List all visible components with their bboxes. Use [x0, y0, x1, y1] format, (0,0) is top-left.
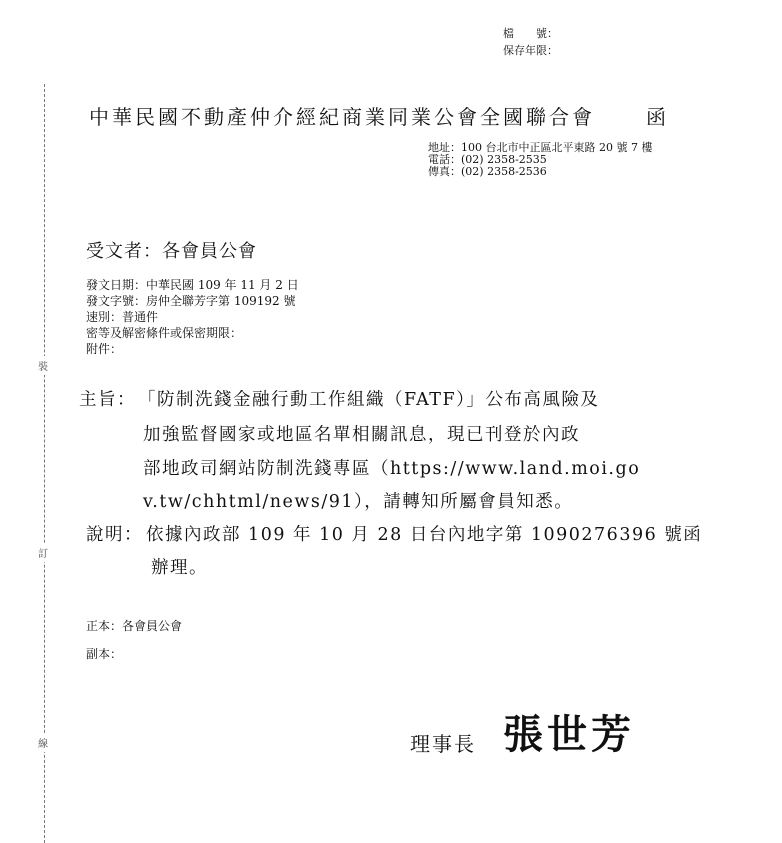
subject-line: v.tw/chhtml/news/91），請轉知所屬會員知悉。 [143, 492, 574, 512]
binding-mark-xian: 線 [38, 733, 48, 752]
secrecy-level: 密等及解密條件或保密期限： [86, 326, 243, 340]
recipient: 受文者：各會員公會 [86, 241, 257, 262]
binding-line [44, 84, 45, 843]
copy-recipients: 副本： [86, 647, 123, 661]
binding-mark-zhuang: 裝 [38, 356, 48, 375]
phone: 電話：(02) 2358-2535 [428, 153, 547, 166]
explanation-label: 說明： [86, 525, 143, 545]
address: 地址：100 台北市中正區北平東路 20 號 7 樓 [428, 141, 653, 154]
explanation-line: 依據內政部 109 年 10 月 28 日台內地字第 1090276396 號函 [146, 525, 703, 545]
retention-period-label: 保存年限： [503, 44, 558, 57]
primary-recipients: 正本：各會員公會 [86, 619, 183, 633]
document-type: 函 [646, 105, 669, 129]
delivery-speed: 速別：普通件 [86, 310, 159, 324]
fax: 傳真：(02) 2358-2536 [428, 165, 547, 178]
reference-number: 發文字號：房仲全聯芳字第 109192 號 [86, 294, 296, 308]
signatory-name: 張世芳 [503, 712, 635, 758]
subject-line: 加強監督國家或地區名單相關訊息，現已刊登於內政 [143, 425, 580, 445]
subject-line: 「防制洗錢金融行動工作組織（FATF）」公布高風險及 [138, 390, 600, 410]
attachment: 附件： [86, 342, 123, 356]
explanation-line: 辦理。 [151, 558, 208, 578]
subject-line: 部地政司網站防制洗錢專區（https://www.land.moi.go [143, 459, 641, 479]
subject-label: 主旨： [79, 390, 136, 410]
signatory-title: 理事長 [410, 732, 476, 756]
document-meta [86, 277, 299, 357]
organization-title: 中華民國不動產仲介經紀商業同業公會全國聯合會 [89, 105, 595, 129]
binding-mark-ding: 訂 [38, 543, 48, 562]
issue-date: 發文日期：中華民國 109 年 11 月 2 日 [86, 278, 299, 292]
contact-block [428, 142, 652, 178]
archive-number-label: 檔 號： [503, 27, 558, 40]
